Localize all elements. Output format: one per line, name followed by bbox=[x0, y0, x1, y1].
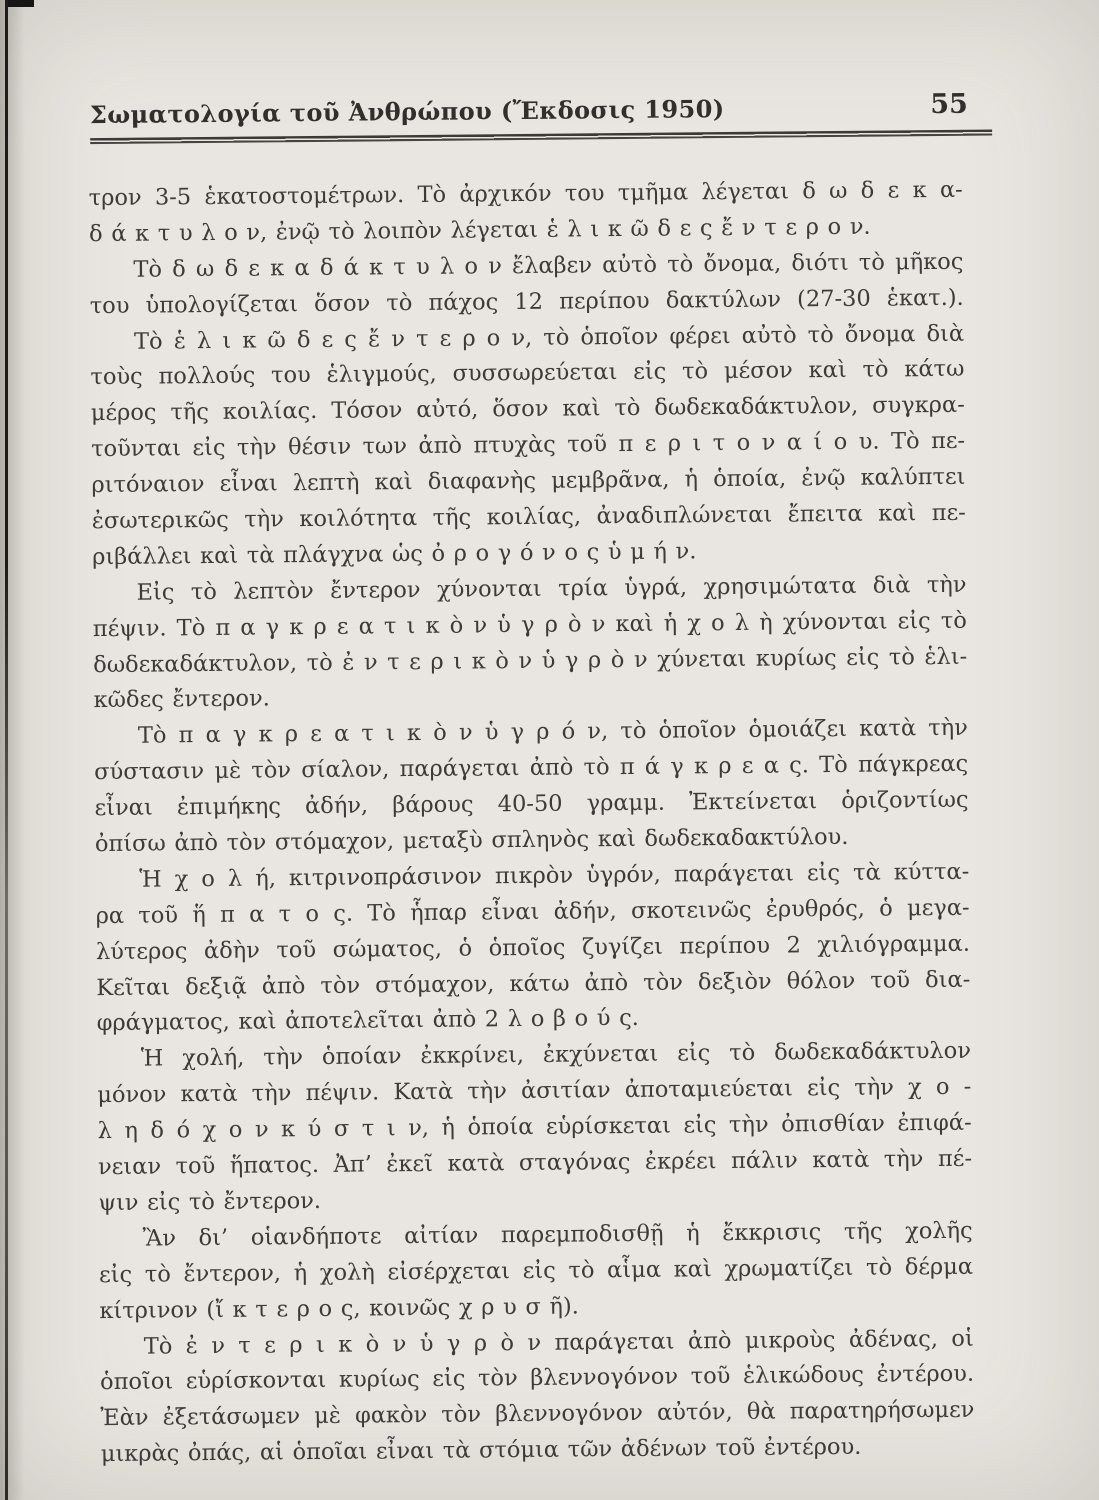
text-line: Τὸ ἑ λ ι κ ῶ δ ε ς ἔ ν τ ε ρ ο ν, τὸ ὁποῖον φέρει αὐτὸ τὸ ὄνομα διὰ bbox=[133, 320, 965, 355]
text-line: τοὺς πολλούς του ἑλιγμούς, συσσωρεύεται εἰς τὸ μέσον καὶ τὸ κάτω bbox=[90, 356, 965, 391]
page-number: 55 bbox=[930, 88, 969, 121]
header-rule bbox=[90, 129, 992, 144]
text-line: κίτρινον (ἴ κ τ ε ρ ο ς, κοινῶς χ ρ υ σ ῆ). bbox=[99, 1293, 579, 1324]
text-line: του ὑπολογίζεται ὅσον τὸ πάχος 12 περίπου δακτύλων (27-30 ἑκατ.). bbox=[89, 284, 964, 319]
text-line: μόνον κατὰ τὴν πέψιν. Κατὰ τὴν ἀσιτίαν ἀποταμιεύεται εἰς τὴν χ ο - bbox=[97, 1073, 972, 1109]
text-line: ριβάλλει καὶ τὰ πλάγχνα ὡς ὀ ρ ο γ ό ν ο ς ὑ μ ή ν. bbox=[92, 538, 697, 571]
text-line: τοῦνται εἰς τὴν θέσιν των ἀπὸ πτυχὰς τοῦ π ε ρ ι τ ο ν α ί ο υ. Τὸ πε- bbox=[91, 427, 966, 463]
text-line: εἶναι ἐπιμήκης ἀδήν, βάρους 40-50 γραμμ. Ἐκτείνεται ὁριζοντίως bbox=[94, 786, 969, 822]
text-line: Κεῖται δεξιᾷ ἀπὸ τὸν στόμαχον, κάτω ἀπὸ τὸν δεξιὸν θόλον τοῦ δια- bbox=[96, 966, 971, 1001]
text-line: δ ά κ τ υ λ ο ν, ἐνῷ τὸ λοιπὸν λέγεται ἑ λ ι κ ῶ δ ε ς ἔ ν τ ε ρ ο ν. bbox=[88, 213, 871, 248]
text-line: φράγματος, καὶ ἀποτελεῖται ἀπὸ 2 λ ο β ο ύ ς. bbox=[96, 1005, 640, 1037]
text-line: ὁποῖοι εὑρίσκονται κυρίως εἰς τὸν βλεννογόνον τοῦ ἑλικώδους ἐντέρου. bbox=[99, 1361, 975, 1396]
text-line: ριτόναιον εἶναι λεπτὴ καὶ διαφανὴς μεμβρᾶνα, ἡ ὁποία, ἐνῷ καλύπτει bbox=[91, 463, 966, 499]
text-line: μέρος τῆς κοιλίας. Τόσον αὐτό, ὅσον καὶ τὸ δωδεκαδάκτυλον, συγκρα- bbox=[90, 392, 965, 427]
text-line: πέψιν. Τὸ π α γ κ ρ ε α τ ι κ ὸ ν ὑ γ ρ ὸ ν καὶ ἡ χ ο λ ὴ χύνονται εἰς τὸ bbox=[92, 607, 967, 642]
text-line: ὀπίσω ἀπὸ τὸν στόμαχον, μεταξὺ σπληνὸς καὶ δωδεκαδακτύλου. bbox=[94, 823, 849, 858]
text-line: ρα τοῦ ἥ π α τ ο ς. Τὸ ἧπαρ εἶναι ἀδήν, σκοτεινῶς ἐρυθρός, ὁ μεγα- bbox=[95, 894, 970, 929]
text-line: λ η δ ό χ ο ν κ ύ σ τ ι ν, ἡ ὁποία εὑρίσκεται εἰς τὴν ὀπισθίαν ἐπιφά- bbox=[97, 1109, 972, 1145]
text-line: Ἡ χ ο λ ή, κιτρινοπράσινον πικρὸν ὑγρόν, παράγεται εἰς τὰ κύττα- bbox=[139, 858, 970, 893]
text-line: ψιν εἰς τὸ ἔντερον. bbox=[98, 1187, 322, 1217]
text-line: Ἐὰν ἐξετάσωμεν μὲ φακὸν τὸν βλεννογόνον αὐτόν, θὰ παρατηρήσωμεν bbox=[100, 1396, 975, 1432]
text-line: νειαν τοῦ ἥπατος. Ἀπ’ ἐκεῖ κατὰ σταγόνας ἐκρέει πάλιν κατὰ τὴν πέ- bbox=[97, 1145, 973, 1181]
text-line: ἐσωτερικῶς τὴν κοιλότητα τῆς κοιλίας, ἀναδιπλώνεται ἔπειτα καὶ πε- bbox=[91, 499, 966, 535]
text-line: Τὸ ἐ ν τ ε ρ ι κ ὸ ν ὑ γ ρ ὸ ν παράγεται ἀπὸ μικροὺς ἀδένας, οἱ bbox=[143, 1325, 974, 1360]
text-line: Ἡ χολή, τὴν ὁποίαν ἐκκρίνει, ἐκχύνεται εἰς τὸ δωδεκαδάκτυλον bbox=[140, 1038, 972, 1073]
text-line: σύστασιν μὲ τὸν σίαλον, παράγεται ἀπὸ τὸ π ά γ κ ρ ε α ς. Τὸ πάγκρεας bbox=[94, 750, 969, 786]
text-line: εἰς τὸ ἔντερον, ἡ χολὴ εἰσέρχεται εἰς τὸ αἷμα καὶ χρωματίζει τὸ δέρμα bbox=[98, 1253, 974, 1288]
text-line: τρον 3-5 ἑκατοστομέτρων. Τὸ ἀρχικόν του τμῆμα λέγεται δ ω δ ε κ α- bbox=[88, 176, 963, 212]
text-line: Τὸ π α γ κ ρ ε α τ ι κ ὸ ν ὑ γ ρ ό ν, τὸ ὁποῖον ὁμοιάζει κατὰ τὴν bbox=[137, 715, 968, 750]
running-title: Σωματολογία τοῦ Ἀνθρώπου (Ἔκδοσις 1950) bbox=[89, 94, 725, 130]
text-line: μικρὰς ὀπάς, αἱ ὁποῖαι εἶναι τὰ στόμια τῶν ἀδένων τοῦ ἐντέρου. bbox=[100, 1433, 862, 1468]
text-line: Τὸ δ ω δ ε κ α δ ά κ τ υ λ ο ν ἔλαβεν αὐτὸ τὸ ὄνομα, διότι τὸ μῆκος bbox=[133, 248, 964, 283]
text-line: δωδεκαδάκτυλον, τὸ ἐ ν τ ε ρ ι κ ὸ ν ὑ γ ρ ὸ ν χύνεται κυρίως εἰς τὸ ἑλι- bbox=[93, 643, 968, 678]
text-line: Ἂν δι’ οἱανδήποτε αἰτίαν παρεμποδισθῇ ἡ ἔκκρισις τῆς χολῆς bbox=[142, 1217, 973, 1252]
text-line: κῶδες ἔντερον. bbox=[93, 685, 270, 714]
text-line: Εἰς τὸ λεπτὸν ἔντερον χύνονται τρία ὑγρά, χρησιμώτατα διὰ τὴν bbox=[136, 571, 967, 606]
text-line: λύτερος ἀδὴν τοῦ σώματος, ὁ ὁποῖος ζυγίζει περίπου 2 χιλιόγραμμα. bbox=[95, 930, 971, 965]
body-text bbox=[89, 173, 975, 1473]
